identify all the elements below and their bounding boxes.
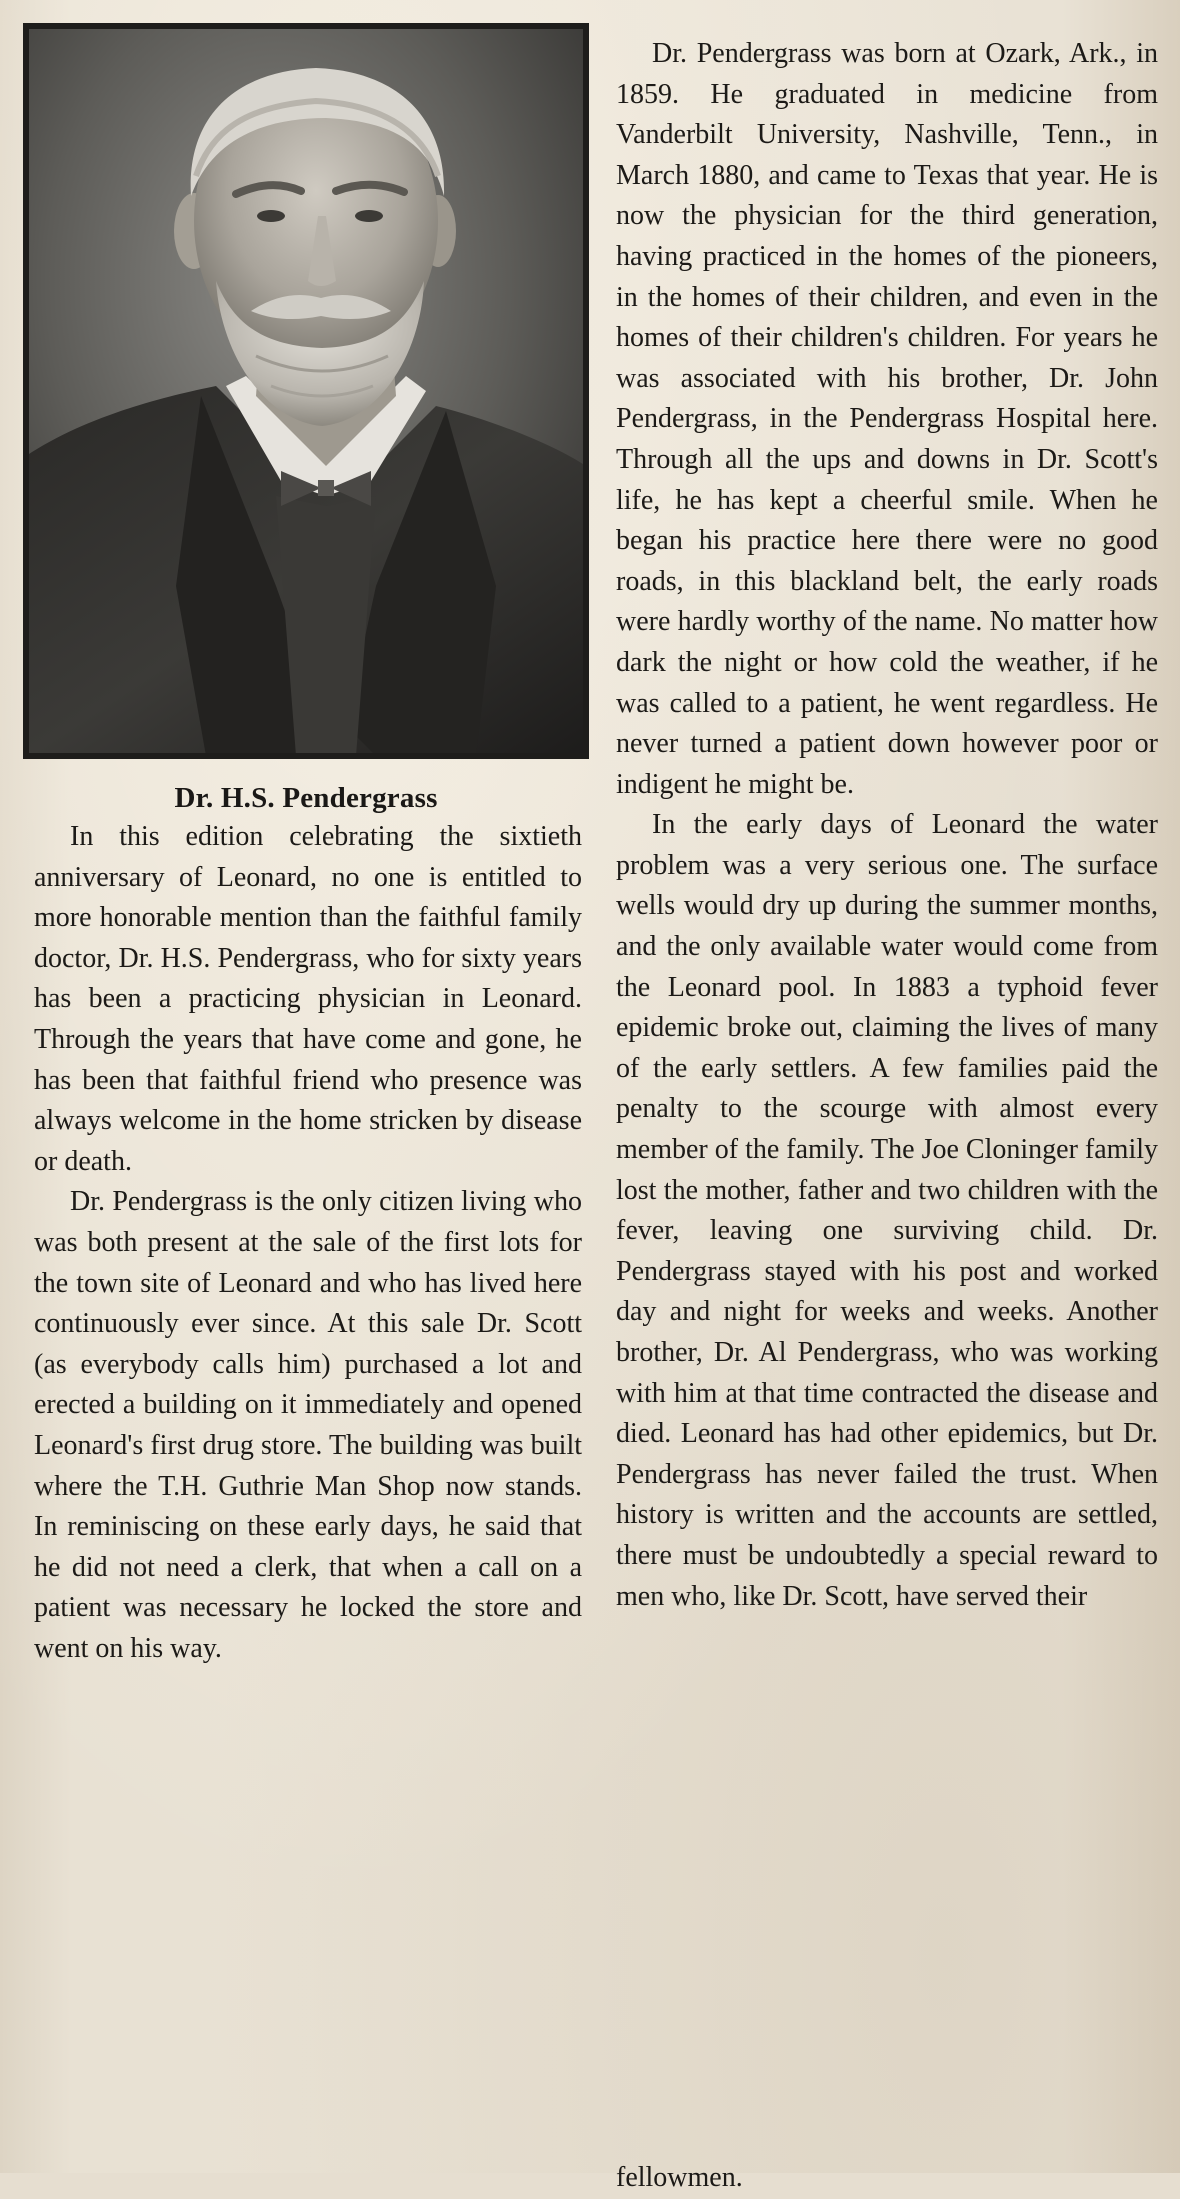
article-paragraph: Dr. Pendergrass is the only citizen living who was both present at the sale of the first lots for the town site of Leonard and who has lived here continuously ever since. At this sale Dr. Scott (as everybody calls him) purchased a lot and erected a building on it immediately and opened Leonard's first drug store. The building was built where the T.H. Guthrie Man Shop now stands. In reminiscing on these early days, he said that he did not need a clerk, that when a call on a patient was necessary he locked the store and went on his way. (34, 1186, 582, 1664)
portrait-photo (26, 26, 586, 756)
article-column-right (616, 34, 1158, 1617)
article-paragraph: In the early days of Leonard the water problem was a very serious one. The surface wells would dry up during the summer months, and the only available water would come from the Leonard pool. In 1883 a typhoid fever epidemic broke out, claiming the lives of many of the early settlers. A few families paid the penalty to the scourge with almost every member of the family. The Joe Cloninger family lost the mother, father and two children with the fever, leaving one surviving child. Dr. Pendergrass stayed with his post and worked day and night for weeks and weeks. Another brother, Dr. Al Pendergrass, who was working with him at that time contracted the disease and died. Leonard has had other epidemics, but Dr. Pendergrass has never failed the trust. When history is written and the accounts are settled, there must be undoubtedly a special reward to men who, like Dr. Scott, have served their (616, 809, 1158, 1612)
article-column-left (34, 817, 582, 1669)
article-paragraph: In this edition celebrating the sixtieth anniversary of Leonard, no one is entitled to more honorable mention than the faithful family doctor, Dr. H.S. Pendergrass, who for sixty years has been a practicing physician in Leonard. Through the years that have come and gone, he has been that faithful friend who presence was always welcome in the home stricken by disease or death. (34, 821, 582, 1177)
cut-off-line (616, 2158, 1158, 2193)
photo-caption: Dr. H.S. Pendergrass (174, 782, 438, 814)
cut-off-text: fellowmen. (616, 2162, 743, 2193)
article-paragraph: Dr. Pendergrass was born at Ozark, Ark., in 1859. He graduated in medicine from Vanderbilt University, Nashville, Tenn., in March 1880, and came to Texas that year. He is now the physician for the third generation, having practiced in the homes of the pioneers, in the homes of their children, and even in the homes of their children's children. For years he was associated with his brother, Dr. John Pendergrass, in the Pendergrass Hospital here. Through all the ups and downs in Dr. Scott's life, he has kept a cheerful smile. When he began his practice here there were no good roads, in this blackland belt, the early roads were hardly worthy of the name. No matter how dark the night or how cold the weather, if he was called to a patient, he went regardless. He never turned a patient down however poor or indigent he might be. (616, 38, 1158, 800)
